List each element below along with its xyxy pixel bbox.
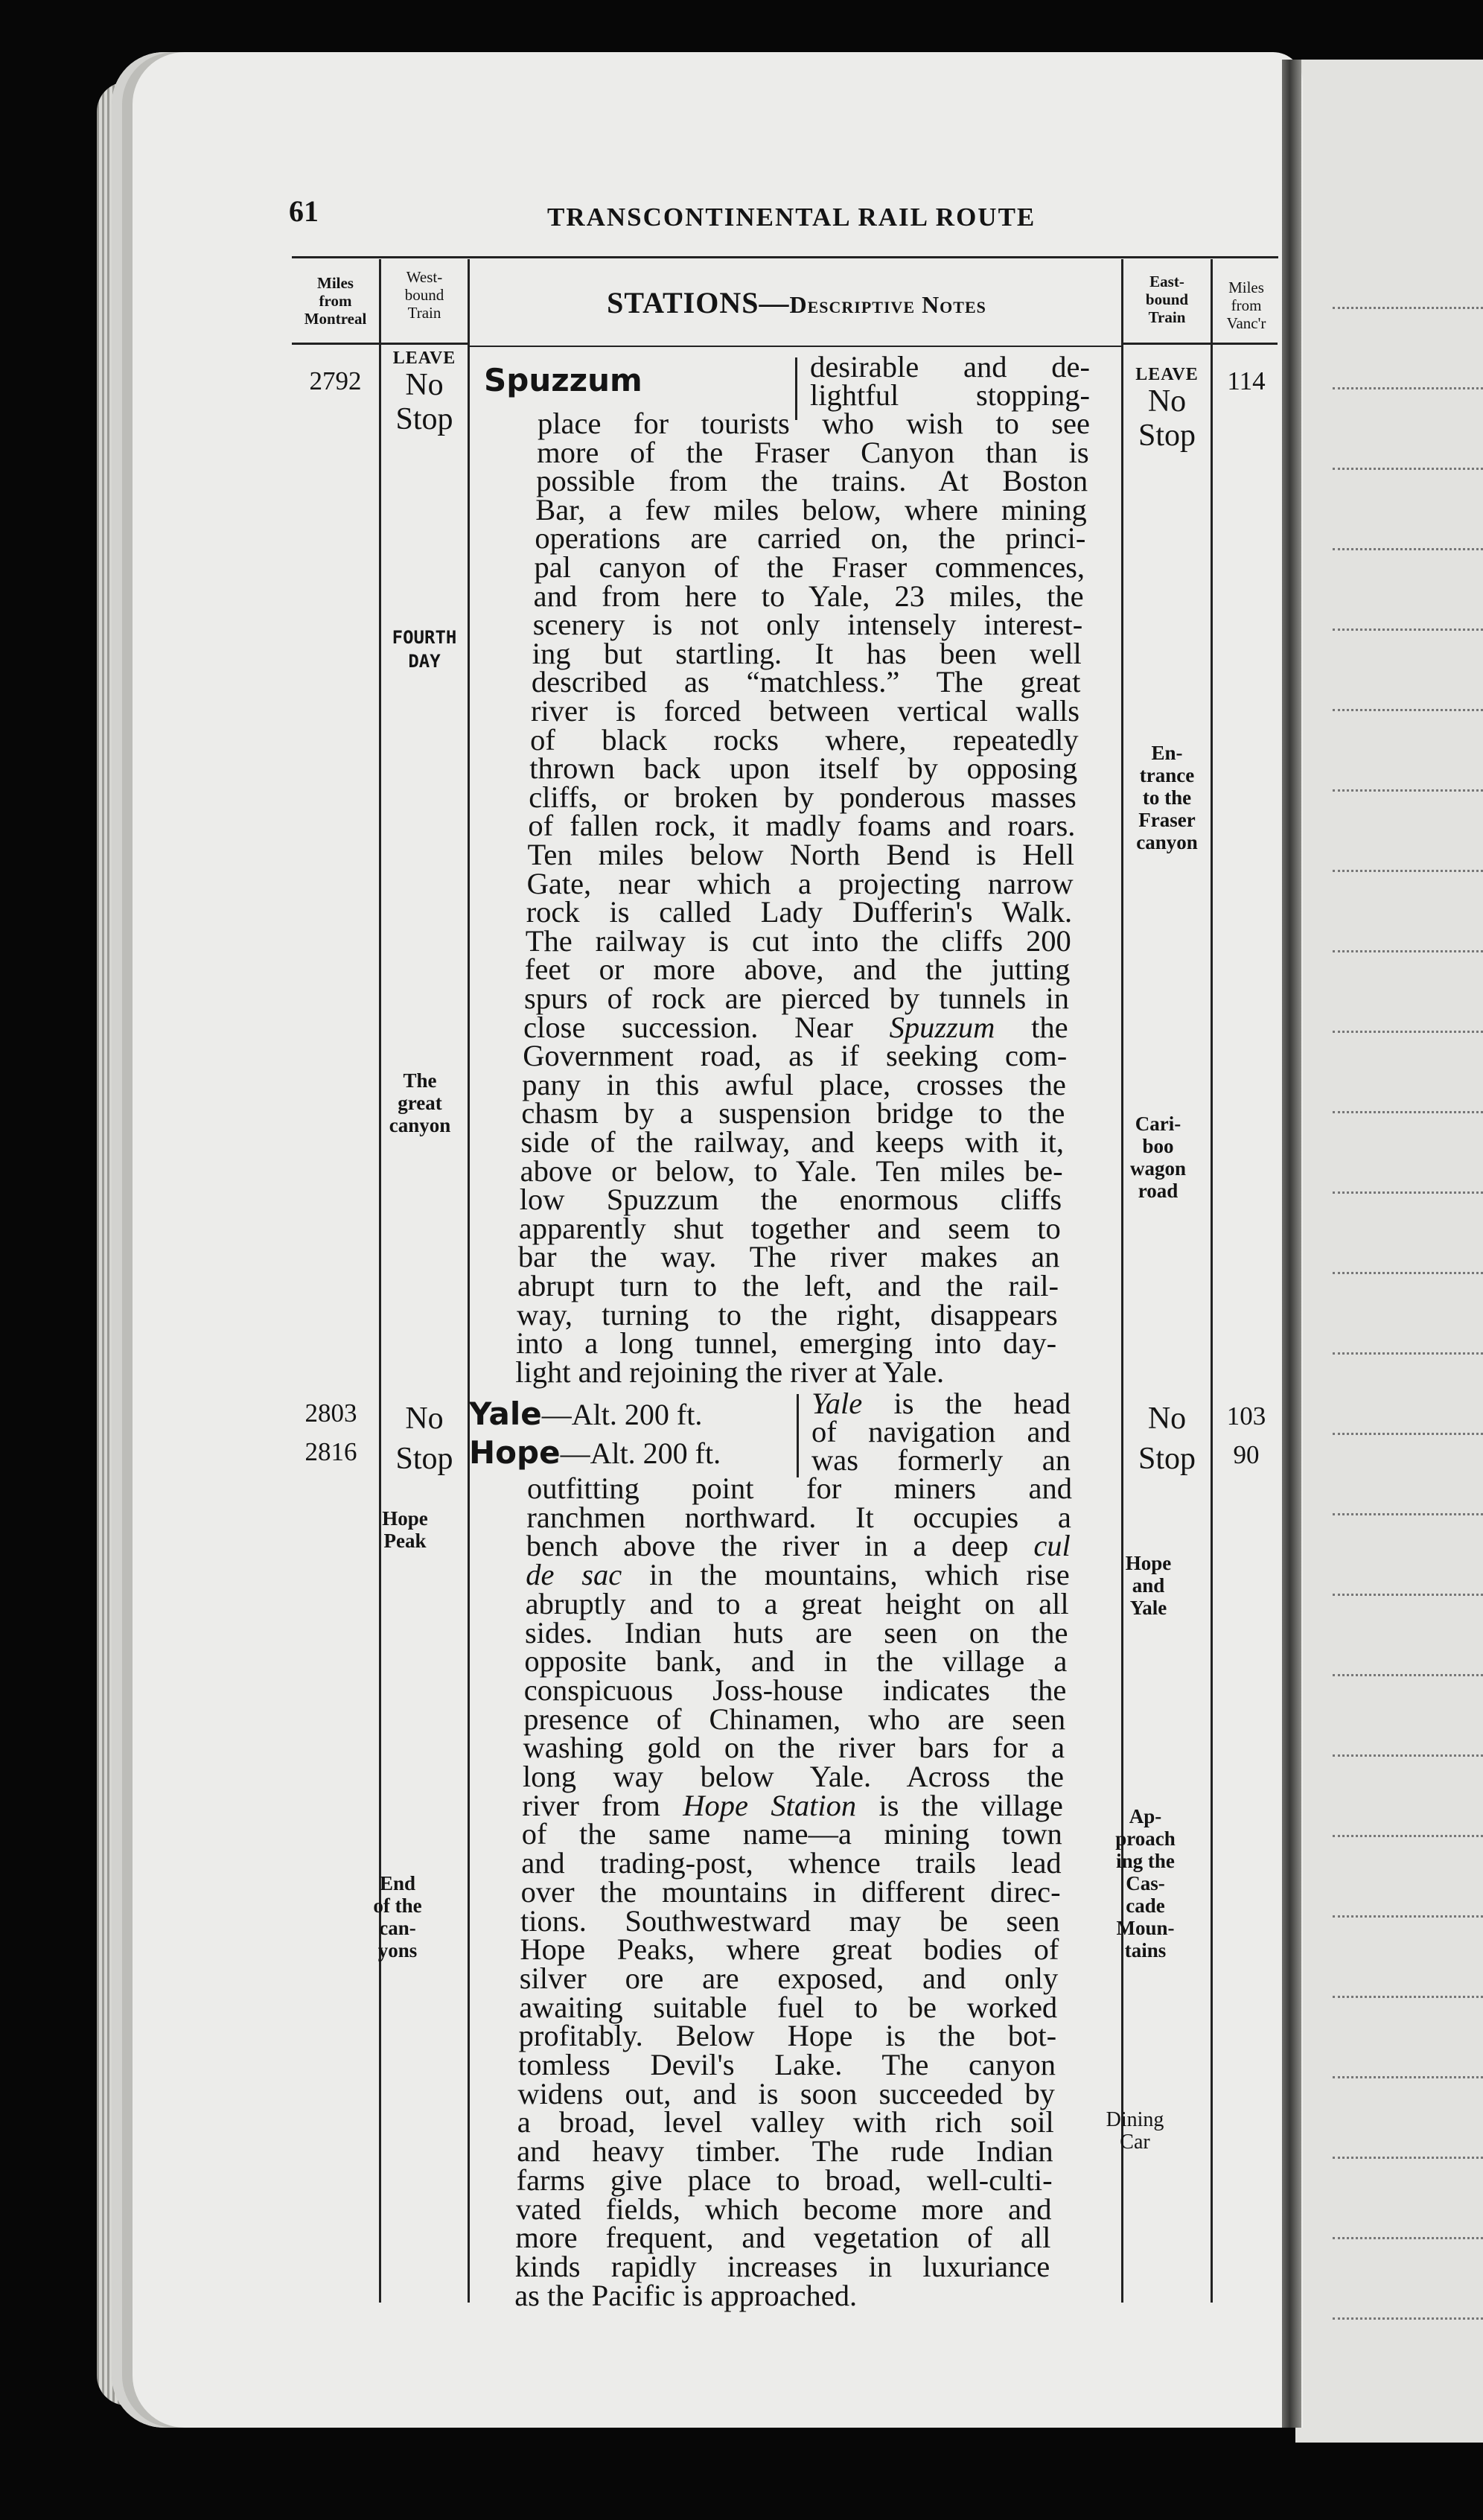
- text-line: and from here to Yale, 23 miles, the: [533, 579, 1084, 613]
- note-hope-peak: Hope Peak: [382, 1507, 428, 1552]
- text-line: washing gold on the river bars for a: [523, 1731, 1065, 1765]
- yale-miles-montreal: 2803: [304, 1399, 357, 1428]
- text-line: chasm by a suspension bridge to the: [521, 1096, 1065, 1130]
- text-line: lightful stopping-: [810, 378, 1090, 412]
- text-line: Government road, as if seeking com-: [523, 1039, 1068, 1073]
- spuzzum-west-stop: No Stop: [395, 368, 453, 436]
- text-line: into a long tunnel, emerging into day-: [516, 1326, 1057, 1361]
- facing-page-rule: [1333, 1996, 1483, 1998]
- text-line: farms give place to broad, well-culti-: [516, 2163, 1053, 2197]
- text-line: profitably. Below Hope is the bot-: [518, 2019, 1057, 2053]
- facing-page-rule: [1333, 1433, 1483, 1435]
- text-line: described as “matchless.” The great: [531, 665, 1081, 699]
- facing-page-rule: [1333, 2317, 1483, 2320]
- facing-page-rule: [1333, 1111, 1483, 1113]
- text-line: pany in this awful place, crosses the: [522, 1067, 1066, 1101]
- column-header-rule-right: [1121, 343, 1278, 345]
- text-line: presence of Chinamen, who are seen: [523, 1702, 1066, 1736]
- note-dining-car: Dining Car: [1106, 2108, 1164, 2154]
- text-line: side of the railway, and keeps with it,: [520, 1125, 1064, 1159]
- facing-page-rule: [1333, 1594, 1483, 1596]
- facing-page-rule: [1333, 950, 1483, 952]
- column-rule-1: [379, 259, 381, 2303]
- text-line: way, turning to the right, disappears: [517, 1297, 1058, 1331]
- text-line: over the mountains in different direc-: [520, 1874, 1061, 1909]
- text-line: rock is called Lady Dufferin's Walk.: [526, 895, 1073, 929]
- text-line: river from Hope Station is the village: [522, 1788, 1063, 1822]
- facing-page-rule: [1333, 1915, 1483, 1918]
- yale-hope-east-stop: No Stop: [1138, 1401, 1196, 1476]
- text-line: Bar, a few miles below, where mining: [535, 492, 1087, 526]
- text-line: river is forced between vertical walls: [531, 694, 1079, 728]
- text-line: Ten miles below North Bend is Hell: [527, 838, 1074, 871]
- yale-hope-west-stop: No Stop: [395, 1401, 453, 1476]
- yale-miles-vancouver: 103: [1226, 1401, 1266, 1431]
- header-miles-from-montreal: Miles from Montreal: [304, 274, 367, 328]
- text-line: desirable and de-: [810, 350, 1090, 384]
- text-line: pal canyon of the Fraser commences,: [534, 550, 1085, 584]
- hope-miles-vancouver: 90: [1233, 1440, 1260, 1469]
- text-line: vated fields, which become more and: [516, 2192, 1052, 2226]
- header-rule: [292, 256, 1278, 258]
- column-header-rule-left: [292, 343, 468, 345]
- station-spuzzum: Spuzzum: [484, 362, 642, 398]
- facing-page-rule: [1333, 468, 1483, 470]
- text-line: sides. Indian huts are seen on the: [525, 1615, 1068, 1649]
- facing-page-rule: [1333, 2237, 1483, 2239]
- column-header-rule-mid: [468, 346, 1121, 347]
- book-gutter: [1282, 60, 1301, 2428]
- header-stations: STATIONS—Descriptive Notes: [607, 286, 986, 319]
- text-line: of the same name—a mining town: [521, 1817, 1062, 1851]
- facing-page-rule: [1333, 1754, 1483, 1757]
- text-line: silver ore are exposed, and only: [519, 1961, 1059, 1995]
- text-line: as the Pacific is approached.: [514, 2278, 858, 2312]
- facing-page-rule: [1333, 2157, 1483, 2159]
- text-line: abruptly and to a great height on all: [525, 1586, 1069, 1620]
- note-approaching-cascade: Ap- proach ing the Cas- cade Moun- tains: [1115, 1805, 1176, 1961]
- text-line: scenery is not only intensely interest-: [532, 608, 1083, 642]
- facing-page-rule: [1333, 1031, 1483, 1033]
- note-hope-and-yale: Hope and Yale: [1125, 1552, 1172, 1619]
- text-line: of black rocks where, repeatedly: [530, 722, 1079, 757]
- text-line: operations are carried on, the princi-: [535, 521, 1086, 556]
- facing-page-rule: [1333, 1191, 1483, 1194]
- text-line: close succession. Near Spuzzum the: [523, 1010, 1068, 1044]
- note-fourth-day: FOURTH DAY: [392, 627, 457, 672]
- text-line: bar the way. The river makes an: [517, 1240, 1060, 1274]
- text-line: cliffs, or broken by ponderous masses: [529, 780, 1077, 814]
- text-line: and heavy timber. The rude Indian: [517, 2134, 1053, 2169]
- text-line: ing but startling. It has been well: [532, 636, 1082, 670]
- station-hope: Hope—Alt. 200 ft.: [469, 1434, 721, 1471]
- text-line: Gate, near which a projecting narrow: [526, 866, 1074, 900]
- station-yale: Yale—Alt. 200 ft.: [469, 1396, 703, 1432]
- spuzzum-east-stop: No Stop: [1138, 384, 1196, 453]
- text-line: possible from the trains. At Boston: [536, 464, 1088, 498]
- header-eastbound-train: East- bound Train: [1145, 273, 1189, 326]
- hope-miles-montreal: 2816: [304, 1437, 357, 1466]
- column-rule-2: [468, 259, 470, 2303]
- text-line: tomless Devil's Lake. The canyon: [518, 2048, 1056, 2081]
- spuzzum-west-leave: LEAVE: [392, 349, 456, 368]
- note-end-of-canyons: End of the can- yons: [373, 1872, 422, 1961]
- text-line: and trading-post, whence trails lead: [521, 1846, 1062, 1880]
- facing-page-rule: [1333, 387, 1483, 389]
- note-entrance-fraser-canyon: En- trance to the Fraser canyon: [1136, 742, 1198, 853]
- text-line: spurs of rock are pierced by tunnels in: [524, 981, 1069, 1015]
- facing-page-rule: [1333, 307, 1483, 309]
- text-line: bench above the river in a deep cul: [526, 1529, 1071, 1563]
- text-line: a broad, level valley with rich soil: [517, 2105, 1054, 2139]
- text-line: more frequent, and vegetation of all: [515, 2221, 1051, 2255]
- spuzzum-miles-montreal: 2792: [309, 366, 362, 395]
- facing-page-rule: [1333, 1513, 1483, 1515]
- running-title: TRANSCONTINENTAL RAIL ROUTE: [547, 203, 1036, 232]
- page-number: 61: [289, 194, 319, 228]
- facing-page: [1295, 60, 1483, 2443]
- facing-page-rule: [1333, 1272, 1483, 1274]
- spuzzum-east-leave: LEAVE: [1135, 365, 1199, 384]
- note-cariboo-wagon-road: Cari- boo wagon road: [1129, 1113, 1186, 1202]
- text-line: thrown back upon itself by opposing: [529, 751, 1078, 786]
- text-line: of navigation and: [811, 1415, 1071, 1448]
- facing-page-rule: [1333, 629, 1483, 631]
- text-line: place for tourists who wish to see: [538, 407, 1090, 440]
- text-line: kinds rapidly increases in luxuriance: [514, 2249, 1050, 2283]
- text-line: feet or more above, and the jutting: [524, 952, 1071, 987]
- text-line: The railway is cut into the cliffs 200: [525, 923, 1071, 958]
- column-rule-3: [1121, 259, 1123, 2303]
- text-line: ranchmen northward. It occupies a: [526, 1500, 1071, 1534]
- text-line: of fallen rock, it madly foams and roars.: [528, 809, 1076, 843]
- facing-page-rule: [1333, 789, 1483, 792]
- facing-page-rule: [1333, 548, 1483, 550]
- spuzzum-miles-vancouver: 114: [1227, 366, 1266, 395]
- text-line: outfitting point for miners and: [527, 1471, 1072, 1505]
- facing-page-rule: [1333, 1352, 1483, 1355]
- facing-page-rule: [1333, 709, 1483, 711]
- facing-page-rule: [1333, 870, 1483, 872]
- text-line: apparently shut together and seem to: [518, 1211, 1061, 1245]
- text-line: awaiting suitable fuel to be worked: [519, 1990, 1058, 2024]
- text-line: tions. Southwestward may be seen: [520, 1903, 1060, 1938]
- yale-hope-rule: [797, 1394, 799, 1477]
- text-line: Yale is the head: [811, 1387, 1071, 1420]
- facing-page-rule: [1333, 2076, 1483, 2078]
- facing-page-rule: [1333, 1674, 1483, 1676]
- text-line: was formerly an: [811, 1443, 1071, 1477]
- header-westbound-train: West- bound Train: [404, 268, 444, 322]
- column-rule-4: [1211, 259, 1213, 2303]
- facing-page-rule: [1333, 1835, 1483, 1837]
- text-line: widens out, and is soon succeeded by: [517, 2076, 1055, 2110]
- text-line: above or below, to Yale. Ten miles be-: [520, 1154, 1063, 1188]
- text-line: opposite bank, and in the village a: [524, 1644, 1068, 1679]
- text-line: conspicuous Joss-house indicates the: [523, 1673, 1067, 1707]
- text-line: Hope Peaks, where great bodies of: [520, 1932, 1059, 1967]
- text-line: more of the Fraser Canyon than is: [537, 435, 1089, 469]
- text-line: long way below Yale. Across the: [523, 1760, 1064, 1793]
- note-great-canyon: The great canyon: [389, 1069, 451, 1136]
- text-line: abrupt turn to the left, and the rail-: [517, 1269, 1059, 1302]
- header-miles-from-vancouver: Miles from Vanc'r: [1226, 279, 1266, 332]
- text-line: de sac in the mountains, which rise: [526, 1558, 1070, 1592]
- text-line: low Spuzzum the enormous cliffs: [519, 1183, 1062, 1217]
- text-line: light and rejoining the river at Yale.: [515, 1355, 945, 1389]
